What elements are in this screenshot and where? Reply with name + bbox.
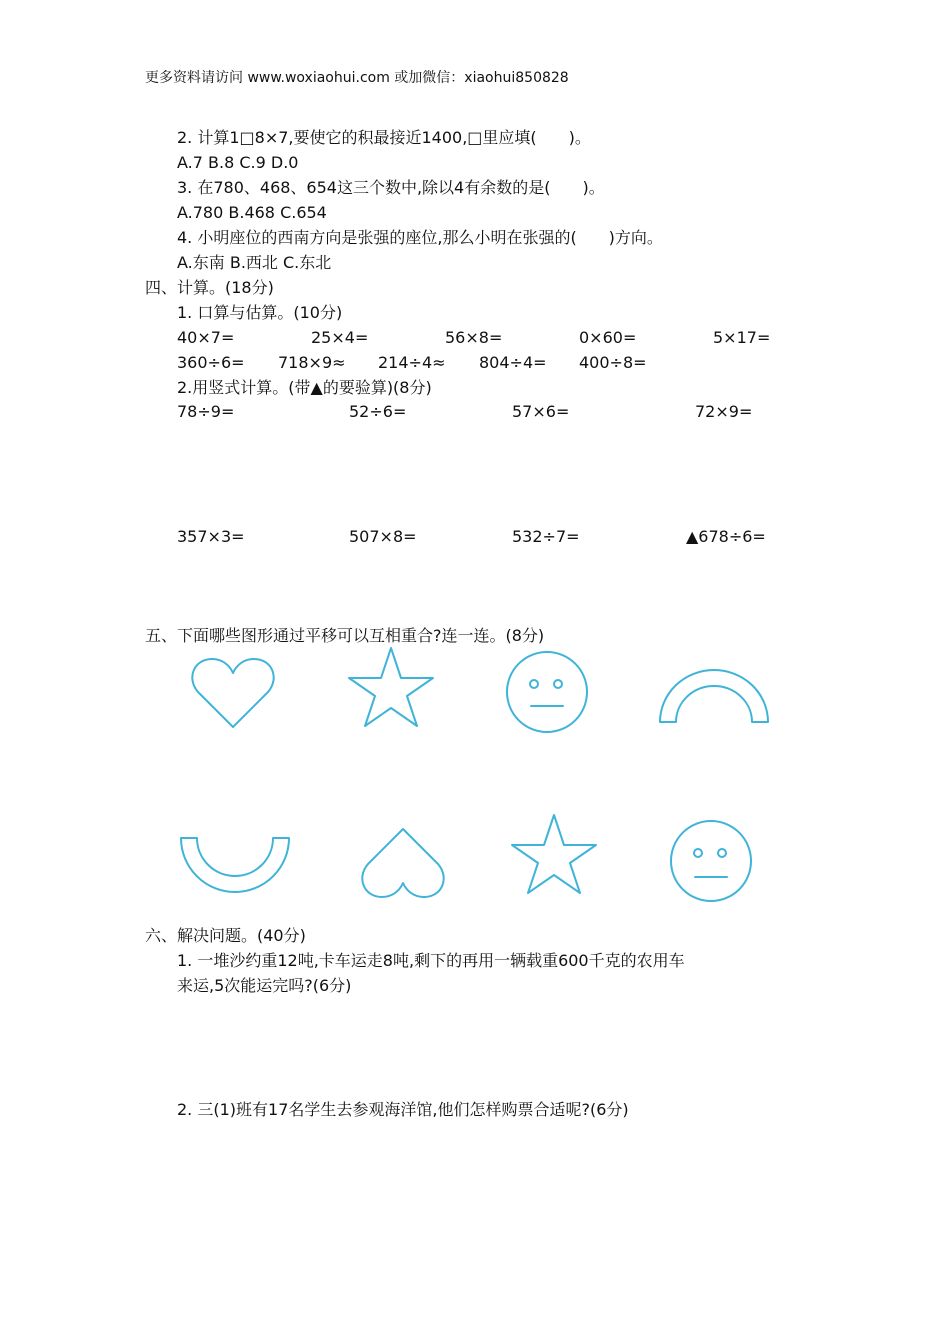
oral-item: 0×60= — [579, 328, 637, 347]
question-3-2: 2. 计算1□8×7,要使它的积最接近1400,□里应填( )。 — [177, 128, 591, 147]
bowl-arch-icon[interactable] — [178, 835, 292, 895]
question-3-3: 3. 在780、468、654这三个数中,除以4有余数的是( )。 — [177, 178, 605, 197]
section-4-part1-title: 1. 口算与估算。(10分) — [177, 303, 343, 322]
arch-icon[interactable] — [657, 667, 771, 725]
oral-item: 5×17= — [713, 328, 771, 347]
star-icon[interactable] — [509, 812, 599, 896]
smiley-icon[interactable] — [504, 650, 590, 734]
vertical-calc-item: 57×6= — [512, 402, 570, 421]
vertical-calc-item: 532÷7= — [512, 527, 580, 546]
vertical-calc-item: ▲678÷6= — [686, 527, 766, 546]
vertical-calc-item: 72×9= — [695, 402, 753, 421]
question-3-2-options: A.7 B.8 C.9 D.0 — [177, 153, 299, 172]
section-6-title: 六、解决问题。(40分) — [145, 926, 306, 945]
question-3-3-options: A.780 B.468 C.654 — [177, 203, 327, 222]
section-4-part2-title: 2.用竖式计算。(带▲的要验算)(8分) — [177, 378, 432, 397]
vertical-calc-item: 507×8= — [349, 527, 417, 546]
oral-item: 400÷8= — [579, 353, 647, 372]
question-3-4: 4. 小明座位的西南方向是张强的座位,那么小明在张强的( )方向。 — [177, 228, 663, 247]
section-5-title: 五、下面哪些图形通过平移可以互相重合?连一连。(8分) — [145, 626, 545, 645]
vertical-calc-item: 52÷6= — [349, 402, 407, 421]
smiley-icon[interactable] — [668, 819, 754, 903]
heart-icon[interactable] — [190, 656, 276, 730]
vertical-calc-item: 357×3= — [177, 527, 245, 546]
question-3-4-options: A.东南 B.西北 C.东北 — [177, 253, 332, 272]
page-header: 更多资料请访问 www.woxiaohui.com 或加微信：xiaohui850828 — [145, 70, 569, 86]
oral-item: 360÷6= — [177, 353, 245, 372]
vertical-calc-item: 78÷9= — [177, 402, 235, 421]
oral-item: 804÷4= — [479, 353, 547, 372]
section-4-title: 四、计算。(18分) — [145, 278, 274, 297]
star-icon[interactable] — [346, 645, 436, 729]
inverted-heart-icon[interactable] — [360, 826, 446, 900]
question-6-1-line1: 1. 一堆沙约重12吨,卡车运走8吨,剩下的再用一辆载重600千克的农用车 — [177, 951, 685, 970]
oral-item: 718×9≈ — [278, 353, 346, 372]
oral-item: 56×8= — [445, 328, 503, 347]
oral-item: 40×7= — [177, 328, 235, 347]
question-6-2: 2. 三(1)班有17名学生去参观海洋馆,他们怎样购票合适呢?(6分) — [177, 1100, 629, 1119]
oral-item: 214÷4≈ — [378, 353, 446, 372]
question-6-1-line2: 来运,5次能运完吗?(6分) — [177, 976, 352, 995]
oral-item: 25×4= — [311, 328, 369, 347]
